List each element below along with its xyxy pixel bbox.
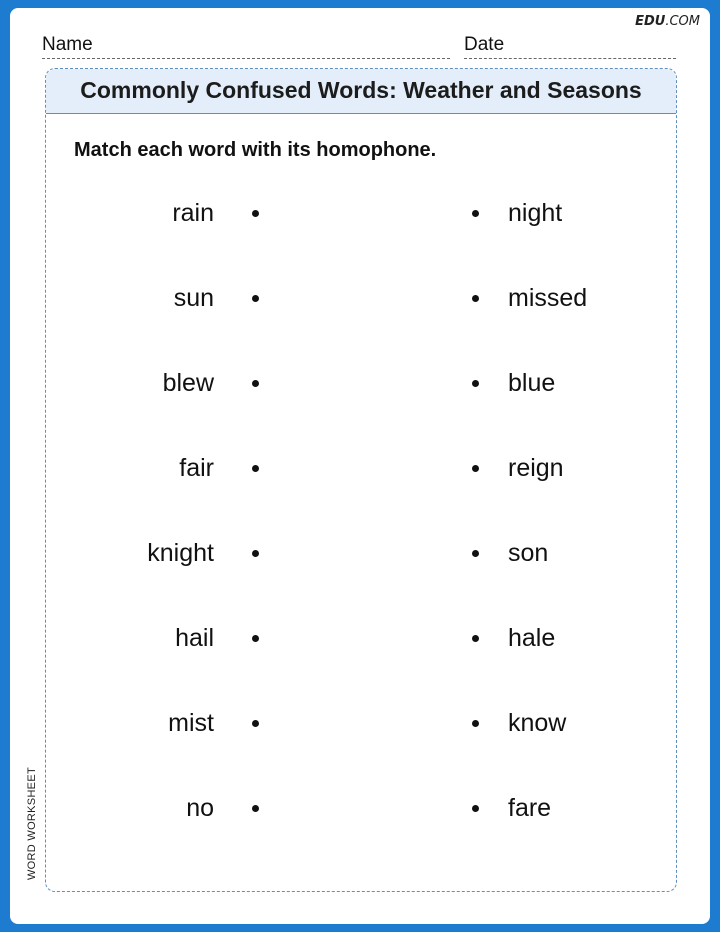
left-match-dot[interactable] [252, 720, 259, 727]
match-row [46, 533, 676, 573]
right-word: night [508, 199, 563, 227]
right-word: missed [508, 284, 588, 312]
right-word: know [508, 709, 567, 737]
worksheet-title: Commonly Confused Words: Weather and Seasons [46, 69, 676, 114]
right-word: hale [508, 624, 556, 652]
match-row [46, 788, 676, 828]
left-match-dot[interactable] [252, 295, 259, 302]
left-word: mist [168, 709, 214, 737]
brand-logo: EDU.COM [635, 14, 700, 29]
left-match-dot[interactable] [252, 210, 259, 217]
instruction-text: Match each word with its homophone. [74, 139, 437, 161]
right-match-dot[interactable] [472, 720, 479, 727]
left-word: hail [175, 624, 214, 652]
date-label: Date [464, 34, 505, 55]
right-word: fare [508, 794, 552, 822]
right-match-dot[interactable] [472, 550, 479, 557]
name-label: Name [42, 34, 93, 55]
match-row [46, 618, 676, 658]
right-word: blue [508, 369, 556, 397]
match-row [46, 363, 676, 403]
left-word: fair [179, 454, 214, 482]
worksheet-page [10, 8, 710, 924]
left-word: rain [172, 199, 214, 227]
side-label: WORD WORKSHEET [26, 767, 38, 880]
right-match-dot[interactable] [472, 210, 479, 217]
right-match-dot[interactable] [472, 380, 479, 387]
match-row [46, 703, 676, 743]
right-word: son [508, 539, 549, 567]
left-match-dot[interactable] [252, 550, 259, 557]
match-row [46, 278, 676, 318]
name-field[interactable] [42, 32, 450, 59]
left-word: no [186, 794, 214, 822]
left-word: knight [147, 539, 214, 567]
date-field[interactable] [464, 32, 676, 59]
right-match-dot[interactable] [472, 635, 479, 642]
right-match-dot[interactable] [472, 805, 479, 812]
left-word: blew [162, 369, 214, 397]
left-match-dot[interactable] [252, 635, 259, 642]
left-match-dot[interactable] [252, 380, 259, 387]
match-row [46, 193, 676, 233]
right-word: reign [508, 454, 564, 482]
exercise-panel [45, 68, 677, 892]
match-row [46, 448, 676, 488]
right-match-dot[interactable] [472, 295, 479, 302]
left-word: sun [173, 284, 214, 312]
left-match-dot[interactable] [252, 465, 259, 472]
right-match-dot[interactable] [472, 465, 479, 472]
left-match-dot[interactable] [252, 805, 259, 812]
